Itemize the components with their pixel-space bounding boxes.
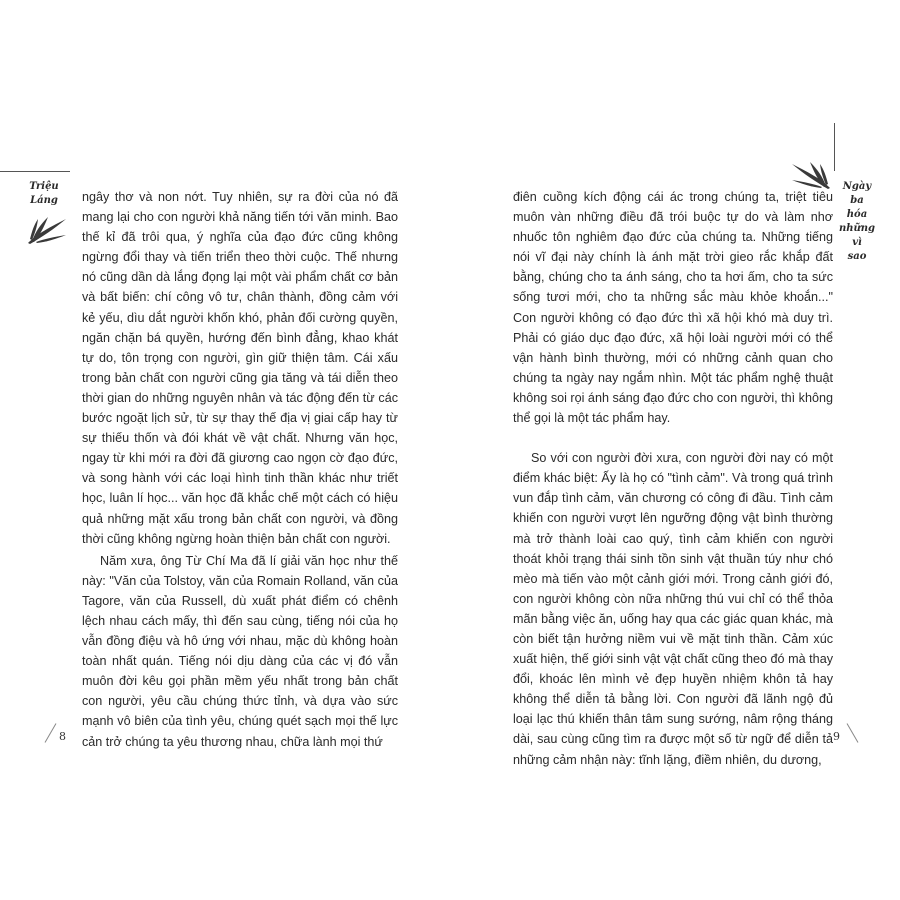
right-running-title [832, 180, 882, 264]
left-text-column [82, 187, 398, 752]
running-title-word: Triệu [29, 181, 59, 192]
running-title-word: Ngày [842, 181, 872, 192]
body-paragraph: So với con người đời xưa, con người đời nay có một điểm khác biệt: Ấy là họ có "tình cảm". Và trong quá trình vun đắp tình cảm, văn chương có công đi đầu. Tình cảm khiến con người vượt lên ngưỡng động vật bình thường mà trở thành loài cao quý, tình cảm khiến con người thoát khỏi trạng thái sinh tồn sinh vật thuần túy như chó mèo mà tiến vào một cảnh giới mới. Trong cảnh giới đó, con người không còn nữa những thú vui chỉ có thể thỏa mãn bằng việc ăn, uống hay qua các giác quan khác, mà còn biết tận hưởng niềm vui về mặt tinh thần. Cảm xúc xuất hiện, thế giới sinh vật vật chất cũng theo đó mà thay đổi, khoác lên mình vẻ đẹp huyền nhiệm khôn tả hay không thể diễn tả bằng lời. Con người đã lãnh ngộ đủ loại lạc thú khiến thân tâm sung sướng, nâm rộng tháng dài, sau cùng cũng tìm ra được một số từ ngữ để diễn tả những cảm nhận này: tĩnh lặng, điềm nhiên, du dương, [513, 451, 833, 767]
body-paragraph: ngây thơ và non nớt. Tuy nhiên, sự ra đời của nó đã mang lại cho con người khả năng tiến tới văn minh. Bao thế kỉ đã trôi qua, ý nghĩa của đạo đức cũng không ngừng đổi thay và tiến triển theo thời cuộc. Thế nhưng nó cũng dần dà lắng đọng lại một vài phẩm chất cơ bản và bất biến: chí công vô tư, chân thành, đồng cảm với kẻ yếu, dìu dắt người khốn khó, phản đối cường quyền, ngăn chặn bá quyền, hướng đến bình đẳng, khao khát tự do, tôn trọng con người, gìn giữ thiện tâm. Cái xấu trong bản chất con người cũng gia tăng và tái diễn theo thời gian do những nguyên nhân và tác động đến từ các bước ngoặt lịch sử, từ sự thay thế địa vị giai cấp hay từ sự thiếu thốn và đói khát về vật chất. Nhưng văn học, ngay từ khi mới ra đời đã giương cao ngọn cờ đạo đức, và song hành với các loại hình tinh thần khác như triết học, luân lí học... văn học đã khắc chế một cách có hiệu quả những mặt xấu trong bản chất con người, và đồng thời cũng không ngừng hoàn thiện bản chất con người. [82, 190, 398, 546]
right-header-rule [834, 123, 835, 171]
running-title-word: những [838, 223, 876, 234]
running-title-word: hóa [846, 209, 868, 220]
page-number-mark [45, 723, 57, 743]
left-header-rule [0, 171, 70, 172]
right-page [450, 0, 900, 900]
left-running-title [24, 180, 64, 208]
running-title-word: Láng [30, 195, 58, 206]
running-title-word: ba [850, 195, 864, 206]
bamboo-leaf-icon [790, 160, 832, 190]
body-paragraph: Năm xưa, ông Từ Chí Ma đã lí giải văn học như thế này: "Văn của Tolstoy, văn của Romain Rolland, văn của Tagore, văn của Russell, dù xuất phát điểm có chênh lệch nhau cách mấy, thì đến sau cùng, tiếng nói của họ vẫn đồng điệu và hô ứng với nhau, mặc dù không hoàn toàn nhất quán. Tiếng nói dịu dàng của các vị đó vẫn muôn đời kêu gọi phần mềm yếu nhất trong bản chất con người, yêu cầu chúng thức tỉnh, và dựa vào sức mạnh vô biên của tình yêu, chúng quét sạch mọi thế lực cản trở chúng ta yêu thương nhau, chữa lành mọi thứ [82, 553, 398, 749]
running-title-word: vì [852, 237, 862, 248]
right-text-column [513, 187, 833, 770]
bamboo-leaf-icon [26, 215, 68, 245]
running-title-word: sao [847, 251, 867, 262]
body-paragraph: điên cuồng kích động cái ác trong chúng ta, triệt tiêu muôn vàn những điều đã trói buộc tự do và làm nhơ nhuốc tôn nghiêm đạo đức của chúng ta. Những tiếng nói vĩ đại này chính là ánh mặt trời gieo rắc khắp đất bằng, chúng cho ta ánh sáng, cho ta hơi ấm, cho ta sức sống tươi mới, cho ta những sắc màu khỏe khoắn..." Con người không có đạo đức thì xã hội khó mà duy trì. Phải có giáo dục đạo đức, xã hội loài người mới có thể vận hành bình thường, mới có những cảnh quan cho chúng ta ngày nay ngắm nhìn. Một tác phẩm nghệ thuật không soi rọi ánh sáng đạo đức cho con người, thì không thể gọi là một tác phẩm hay. [513, 190, 833, 426]
page-number: 8 [59, 730, 66, 743]
page-number: 9 [833, 730, 840, 743]
page-number-mark [847, 723, 859, 743]
